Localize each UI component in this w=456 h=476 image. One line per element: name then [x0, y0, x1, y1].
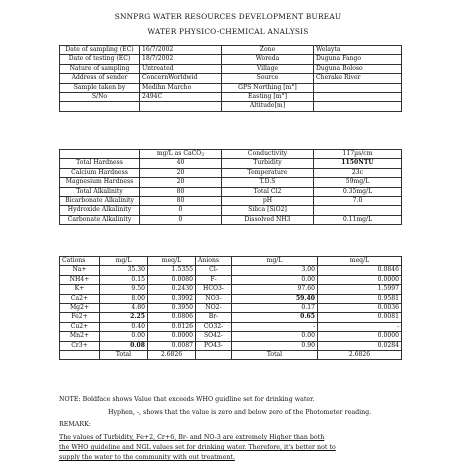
- cation-meq: 0.0806: [148, 313, 196, 322]
- cation-meq-header: meq/L: [148, 257, 196, 266]
- anion-name: Cl-: [196, 266, 232, 275]
- anion-meq: -: [318, 322, 402, 331]
- parameter-label: Hydroxide Alkalinity: [60, 206, 140, 215]
- cations-header: Cations: [60, 257, 100, 266]
- physical-parameter-value: 59mg/L: [314, 178, 402, 187]
- ion-row: [60, 304, 402, 313]
- hardness-header-row: [60, 150, 402, 159]
- sample-info-row: [60, 102, 402, 111]
- ion-row: [60, 322, 402, 331]
- cation-name: Mg2+: [60, 304, 100, 313]
- physical-parameter-value: 0.11mg/L: [314, 215, 402, 224]
- anion-name: NO2-: [196, 304, 232, 313]
- cation-mg: 0.08: [100, 341, 148, 350]
- cation-meq: 0.3950: [148, 304, 196, 313]
- anion-mg: 59.40: [232, 294, 318, 303]
- parameter-label: Bicarbonate Alkalinity: [60, 197, 140, 206]
- parameter-label: Total Alkalinity: [60, 187, 140, 196]
- anion-name: NO3-: [196, 294, 232, 303]
- physical-parameter-label: Dissolved NH3: [222, 215, 314, 224]
- location-field-value: Cherake River: [314, 74, 402, 83]
- hardness-row: [60, 197, 402, 206]
- physical-parameter-label: Total Cl2: [222, 187, 314, 196]
- physical-parameter-label: Silica [SiO2]: [222, 206, 314, 215]
- anion-name: Br-: [196, 313, 232, 322]
- bureau-heading: SNNPRG WATER RESOURCES DEVELOPMENT BUREAU: [114, 12, 342, 21]
- parameter-label: Carbonate Alkalinity: [60, 215, 140, 224]
- physical-parameter-label: Temperature: [222, 168, 314, 177]
- cation-meq: 0.0080: [148, 275, 196, 284]
- cation-mg: 8.00: [100, 294, 148, 303]
- anion-meq: 0.0000: [318, 332, 402, 341]
- cation-meq: 0.3992: [148, 294, 196, 303]
- note-boldface: NOTE: Boldface shows Value that exceeds WHO guidline set for drinking water.: [59, 396, 315, 403]
- parameter-value: 40: [140, 159, 222, 168]
- cation-mg: 0.00: [100, 332, 148, 341]
- location-field-value: [314, 83, 402, 92]
- anion-meq: 1.5997: [318, 285, 402, 294]
- hardness-row: [60, 206, 402, 215]
- anion-total-blank: [196, 351, 232, 360]
- physical-parameter-value: [314, 206, 402, 215]
- physical-parameter-value: 7.0: [314, 197, 402, 206]
- hardness-row: [60, 187, 402, 196]
- parameter-value: 80: [140, 197, 222, 206]
- cation-mg: 9.50: [100, 285, 148, 294]
- note-hyphen: Hyphen, -, shows that the value is zero and below zero of the Photometer reading.: [108, 409, 372, 416]
- location-field-label: Altitude[m]: [222, 102, 314, 111]
- anion-mg: 0.00: [232, 275, 318, 284]
- cation-name: Fe2+: [60, 313, 100, 322]
- location-field-value: Duguna Fango: [314, 55, 402, 64]
- hardness-row: [60, 178, 402, 187]
- anion-meq: 0.0036: [318, 304, 402, 313]
- sample-field-label: S/No: [60, 93, 140, 102]
- sample-field-value: [140, 102, 222, 111]
- sample-info-table: [59, 45, 402, 112]
- location-field-label: Zone: [222, 46, 314, 55]
- sample-info-row: [60, 74, 402, 83]
- sample-field-value: Untreated: [140, 64, 222, 73]
- cation-mg-header: mg/L: [100, 257, 148, 266]
- cation-mg: 2.25: [100, 313, 148, 322]
- report-title: WATER PHYSICO-CHEMICAL ANALYSIS: [147, 27, 309, 36]
- cation-total-meq: 2.6826: [148, 351, 196, 360]
- sample-field-label: [60, 102, 140, 111]
- hardness-row: [60, 168, 402, 177]
- sample-field-value: Medihn Marcho: [140, 83, 222, 92]
- ion-row: [60, 313, 402, 322]
- sample-field-value: 18/7/2002: [140, 55, 222, 64]
- anion-total-label: Total: [232, 351, 318, 360]
- parameter-label: Calcium Hardness: [60, 168, 140, 177]
- location-field-value: Welayta: [314, 46, 402, 55]
- anion-meq: 0.9581: [318, 294, 402, 303]
- anion-name: F-: [196, 275, 232, 284]
- physical-parameter-value: 1150NTU: [314, 159, 402, 168]
- ion-row: [60, 294, 402, 303]
- cation-name: NH4+: [60, 275, 100, 284]
- cation-mg: 35.30: [100, 266, 148, 275]
- anion-name: SO42-: [196, 332, 232, 341]
- ions-header-row: [60, 257, 402, 266]
- anion-meq: 0.0081: [318, 313, 402, 322]
- cation-meq: 0.0087: [148, 341, 196, 350]
- location-field-label: GPS Northing [m°]: [222, 83, 314, 92]
- cation-name: K+: [60, 285, 100, 294]
- anion-mg: 3.00: [232, 266, 318, 275]
- sample-info-row: [60, 55, 402, 64]
- ion-row: [60, 266, 402, 275]
- anion-mg: 0.00: [232, 332, 318, 341]
- cation-name: Ca2+: [60, 294, 100, 303]
- conductivity-value: 117µs/cm: [314, 150, 402, 159]
- anion-total-meq: 2.6826: [318, 351, 402, 360]
- physical-parameter-label: pH: [222, 197, 314, 206]
- anion-mg: 0.90: [232, 341, 318, 350]
- cation-name: Cr3+: [60, 341, 100, 350]
- sample-field-label: Sample taken by: [60, 83, 140, 92]
- sample-field-value: ConcernWorldwid: [140, 74, 222, 83]
- anion-meq-header: meq/L: [318, 257, 402, 266]
- physical-parameter-value: 0.35mg/L: [314, 187, 402, 196]
- remark-line-2: the WHO guideline and NGL values set for drinking water. Therefore, it's better not to: [59, 444, 336, 451]
- sample-info-row: [60, 83, 402, 92]
- remark-label: REMARK:: [59, 421, 91, 428]
- hardness-unit-header: mg/L as CaCO$_3$: [140, 150, 222, 159]
- parameter-value: 0: [140, 215, 222, 224]
- cation-mg: 0.15: [100, 275, 148, 284]
- parameter-label: Total Hardness: [60, 159, 140, 168]
- conductivity-label: Conductivity: [222, 150, 314, 159]
- cation-meq: 0.0126: [148, 322, 196, 331]
- anion-name: CO32-: [196, 322, 232, 331]
- anion-meq: 0.0284: [318, 341, 402, 350]
- sample-info-row: [60, 46, 402, 55]
- cation-name: Mn2+: [60, 332, 100, 341]
- physical-parameter-label: T.D.S: [222, 178, 314, 187]
- parameter-value: 0: [140, 206, 222, 215]
- ions-table: [59, 256, 402, 360]
- cation-name: Na+: [60, 266, 100, 275]
- hardness-table: [59, 149, 402, 225]
- ion-row: [60, 275, 402, 284]
- sample-info-row: [60, 64, 402, 73]
- cation-mg: 0.40: [100, 322, 148, 331]
- sample-field-label: Nature of sampling: [60, 64, 140, 73]
- ions-total-row: [60, 351, 402, 360]
- location-field-value: [314, 93, 402, 102]
- location-field-value: [314, 102, 402, 111]
- parameter-value: 20: [140, 178, 222, 187]
- location-field-value: Duguna Boloso: [314, 64, 402, 73]
- anion-name: HCO3-: [196, 285, 232, 294]
- anion-mg: 0.65: [232, 313, 318, 322]
- location-field-label: Easting [m°]: [222, 93, 314, 102]
- anion-meq: 0.0846: [318, 266, 402, 275]
- anion-mg-header: mg/L: [232, 257, 318, 266]
- location-field-label: Village: [222, 64, 314, 73]
- location-field-label: Source: [222, 74, 314, 83]
- parameter-value: 80: [140, 187, 222, 196]
- hardness-row: [60, 159, 402, 168]
- ion-row: [60, 285, 402, 294]
- ion-row: [60, 341, 402, 350]
- sample-info-row: [60, 93, 402, 102]
- cation-meq: 0.0000: [148, 332, 196, 341]
- physical-parameter-value: 23c: [314, 168, 402, 177]
- hardness-row: [60, 215, 402, 224]
- anion-meq: 0.0000: [318, 275, 402, 284]
- sample-field-value: 2494C: [140, 93, 222, 102]
- anion-mg: 97.60: [232, 285, 318, 294]
- parameter-label: Magnesium Hardness: [60, 178, 140, 187]
- anion-mg: 0.17: [232, 304, 318, 313]
- anion-name: PO43-: [196, 341, 232, 350]
- cation-name: Cu2+: [60, 322, 100, 331]
- sample-field-label: Address of sender: [60, 74, 140, 83]
- cation-total-label: Total: [100, 351, 148, 360]
- remark-line-1: The values of Turbidity, Fe+2, Cr+6, Br- and NO-3 are extremely Higher than both: [59, 434, 325, 441]
- sample-field-value: 16/7/2002: [140, 46, 222, 55]
- remark-line-3: supply the water to the community with out treatment.: [59, 454, 235, 461]
- parameter-value: 20: [140, 168, 222, 177]
- cation-mg: 4.80: [100, 304, 148, 313]
- physical-parameter-label: Turbidity: [222, 159, 314, 168]
- cation-total-blank: [60, 351, 100, 360]
- ion-row: [60, 332, 402, 341]
- sample-field-label: Date of testing (EC): [60, 55, 140, 64]
- cation-meq: 1.5355: [148, 266, 196, 275]
- sample-field-label: Date of sampling (EC): [60, 46, 140, 55]
- anions-header: Anions: [196, 257, 232, 266]
- anion-mg: -: [232, 322, 318, 331]
- hardness-header-blank: [60, 150, 140, 159]
- location-field-label: Woreda: [222, 55, 314, 64]
- cation-meq: 0.2430: [148, 285, 196, 294]
